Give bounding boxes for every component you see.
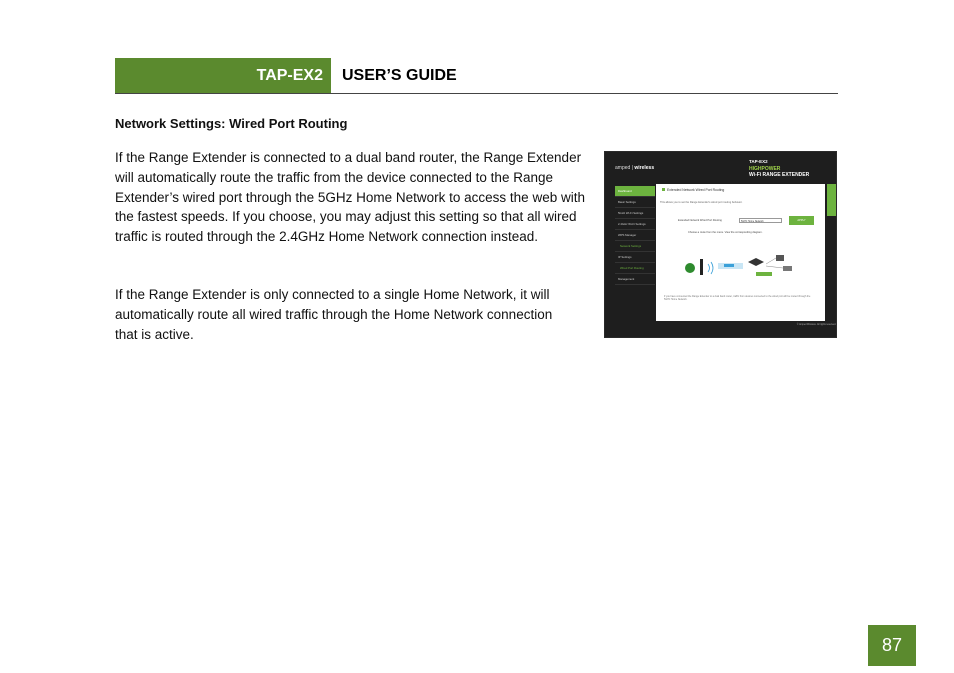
screenshot-copyright: © Amped Wireless. All rights reserved.	[796, 324, 836, 326]
wired-label-icon	[756, 272, 772, 276]
router-ui-screenshot	[604, 151, 837, 338]
device-monitor-icon	[776, 255, 784, 261]
screenshot-tagline	[749, 166, 809, 178]
header-guide-title: USER’S GUIDE	[342, 66, 457, 84]
page-number: 87	[868, 625, 916, 666]
screenshot-model: TAP-EX2	[749, 159, 768, 164]
screenshot-footnote: If you have connected the Range Extender to a dual band router, traffic from devices connected to the wired port will be routed through the 5GHz Home Network.	[664, 295, 811, 301]
nav-network-settings: Network Settings	[615, 241, 655, 252]
header-model: TAP-EX2	[256, 66, 323, 84]
screenshot-main-panel	[656, 184, 825, 321]
nav-wps-manager: WPS Manager	[615, 230, 655, 241]
nav-24ghz-settings: 2.4GHz Wi-Fi Settings	[615, 219, 655, 230]
band-label-5ghz-icon	[724, 264, 734, 267]
paragraph-single-network: If the Range Extender is only connected to a single Home Network, it will automatically route all wired traffic through the Home Network connection that is active.	[115, 287, 553, 342]
logo-word-wireless: wireless	[634, 165, 655, 171]
tagline-range-extender: Wi-Fi RANGE EXTENDER	[749, 172, 810, 178]
nav-5ghz-settings: 5GHz Wi-Fi Settings	[615, 208, 655, 219]
screenshot-page-heading: Extended Network Wired Port Routing	[662, 188, 724, 192]
paragraph-dual-band: If the Range Extender is connected to a dual band router, the Range Extender will automatically route the traffic from the device connected to the Range Extender’s wired port through the 5GHz Home Network to access the web with the fastest speeds. If you choose, you may adjust this setting so that all wired traffic is routed through the 2.4GHz Home Network connection instead.	[115, 150, 585, 245]
device-pc-icon	[783, 266, 792, 271]
nav-wired-port-routing: Wired Port Routing	[615, 263, 655, 274]
screenshot-side-tab	[827, 184, 837, 216]
section-title: Network Settings: Wired Port Routing	[115, 116, 348, 131]
screenshot-select-label: Extended Network Wired Port Routing	[678, 219, 722, 222]
nav-dashboard: Dashboard	[615, 186, 655, 197]
nav-basic-settings: Basic Settings	[615, 197, 655, 208]
amped-logo: amped | wireless	[615, 165, 655, 171]
screenshot-routing-select: 5GHz Home Network	[739, 218, 782, 223]
nav-ip-settings: IP Settings	[615, 252, 655, 263]
screenshot-apply-button: APPLY	[789, 216, 814, 225]
wifi-waves-icon	[708, 262, 713, 274]
screenshot-hint: Choose a route from the menu. View the corresponding diagram.	[688, 231, 763, 234]
extender-icon	[748, 258, 764, 266]
screenshot-sidebar	[615, 186, 655, 285]
header-model-badge	[115, 58, 331, 93]
nav-management: Management	[615, 274, 655, 285]
router-icon	[700, 259, 703, 275]
screenshot-description: This allows you to set the Range Extender's wired port routing behavior.	[660, 201, 743, 204]
tagline-highpower: HIGHPOWER	[749, 166, 781, 172]
logo-word-amped: amped	[615, 165, 631, 171]
globe-icon	[685, 263, 695, 273]
header-divider	[115, 93, 838, 94]
